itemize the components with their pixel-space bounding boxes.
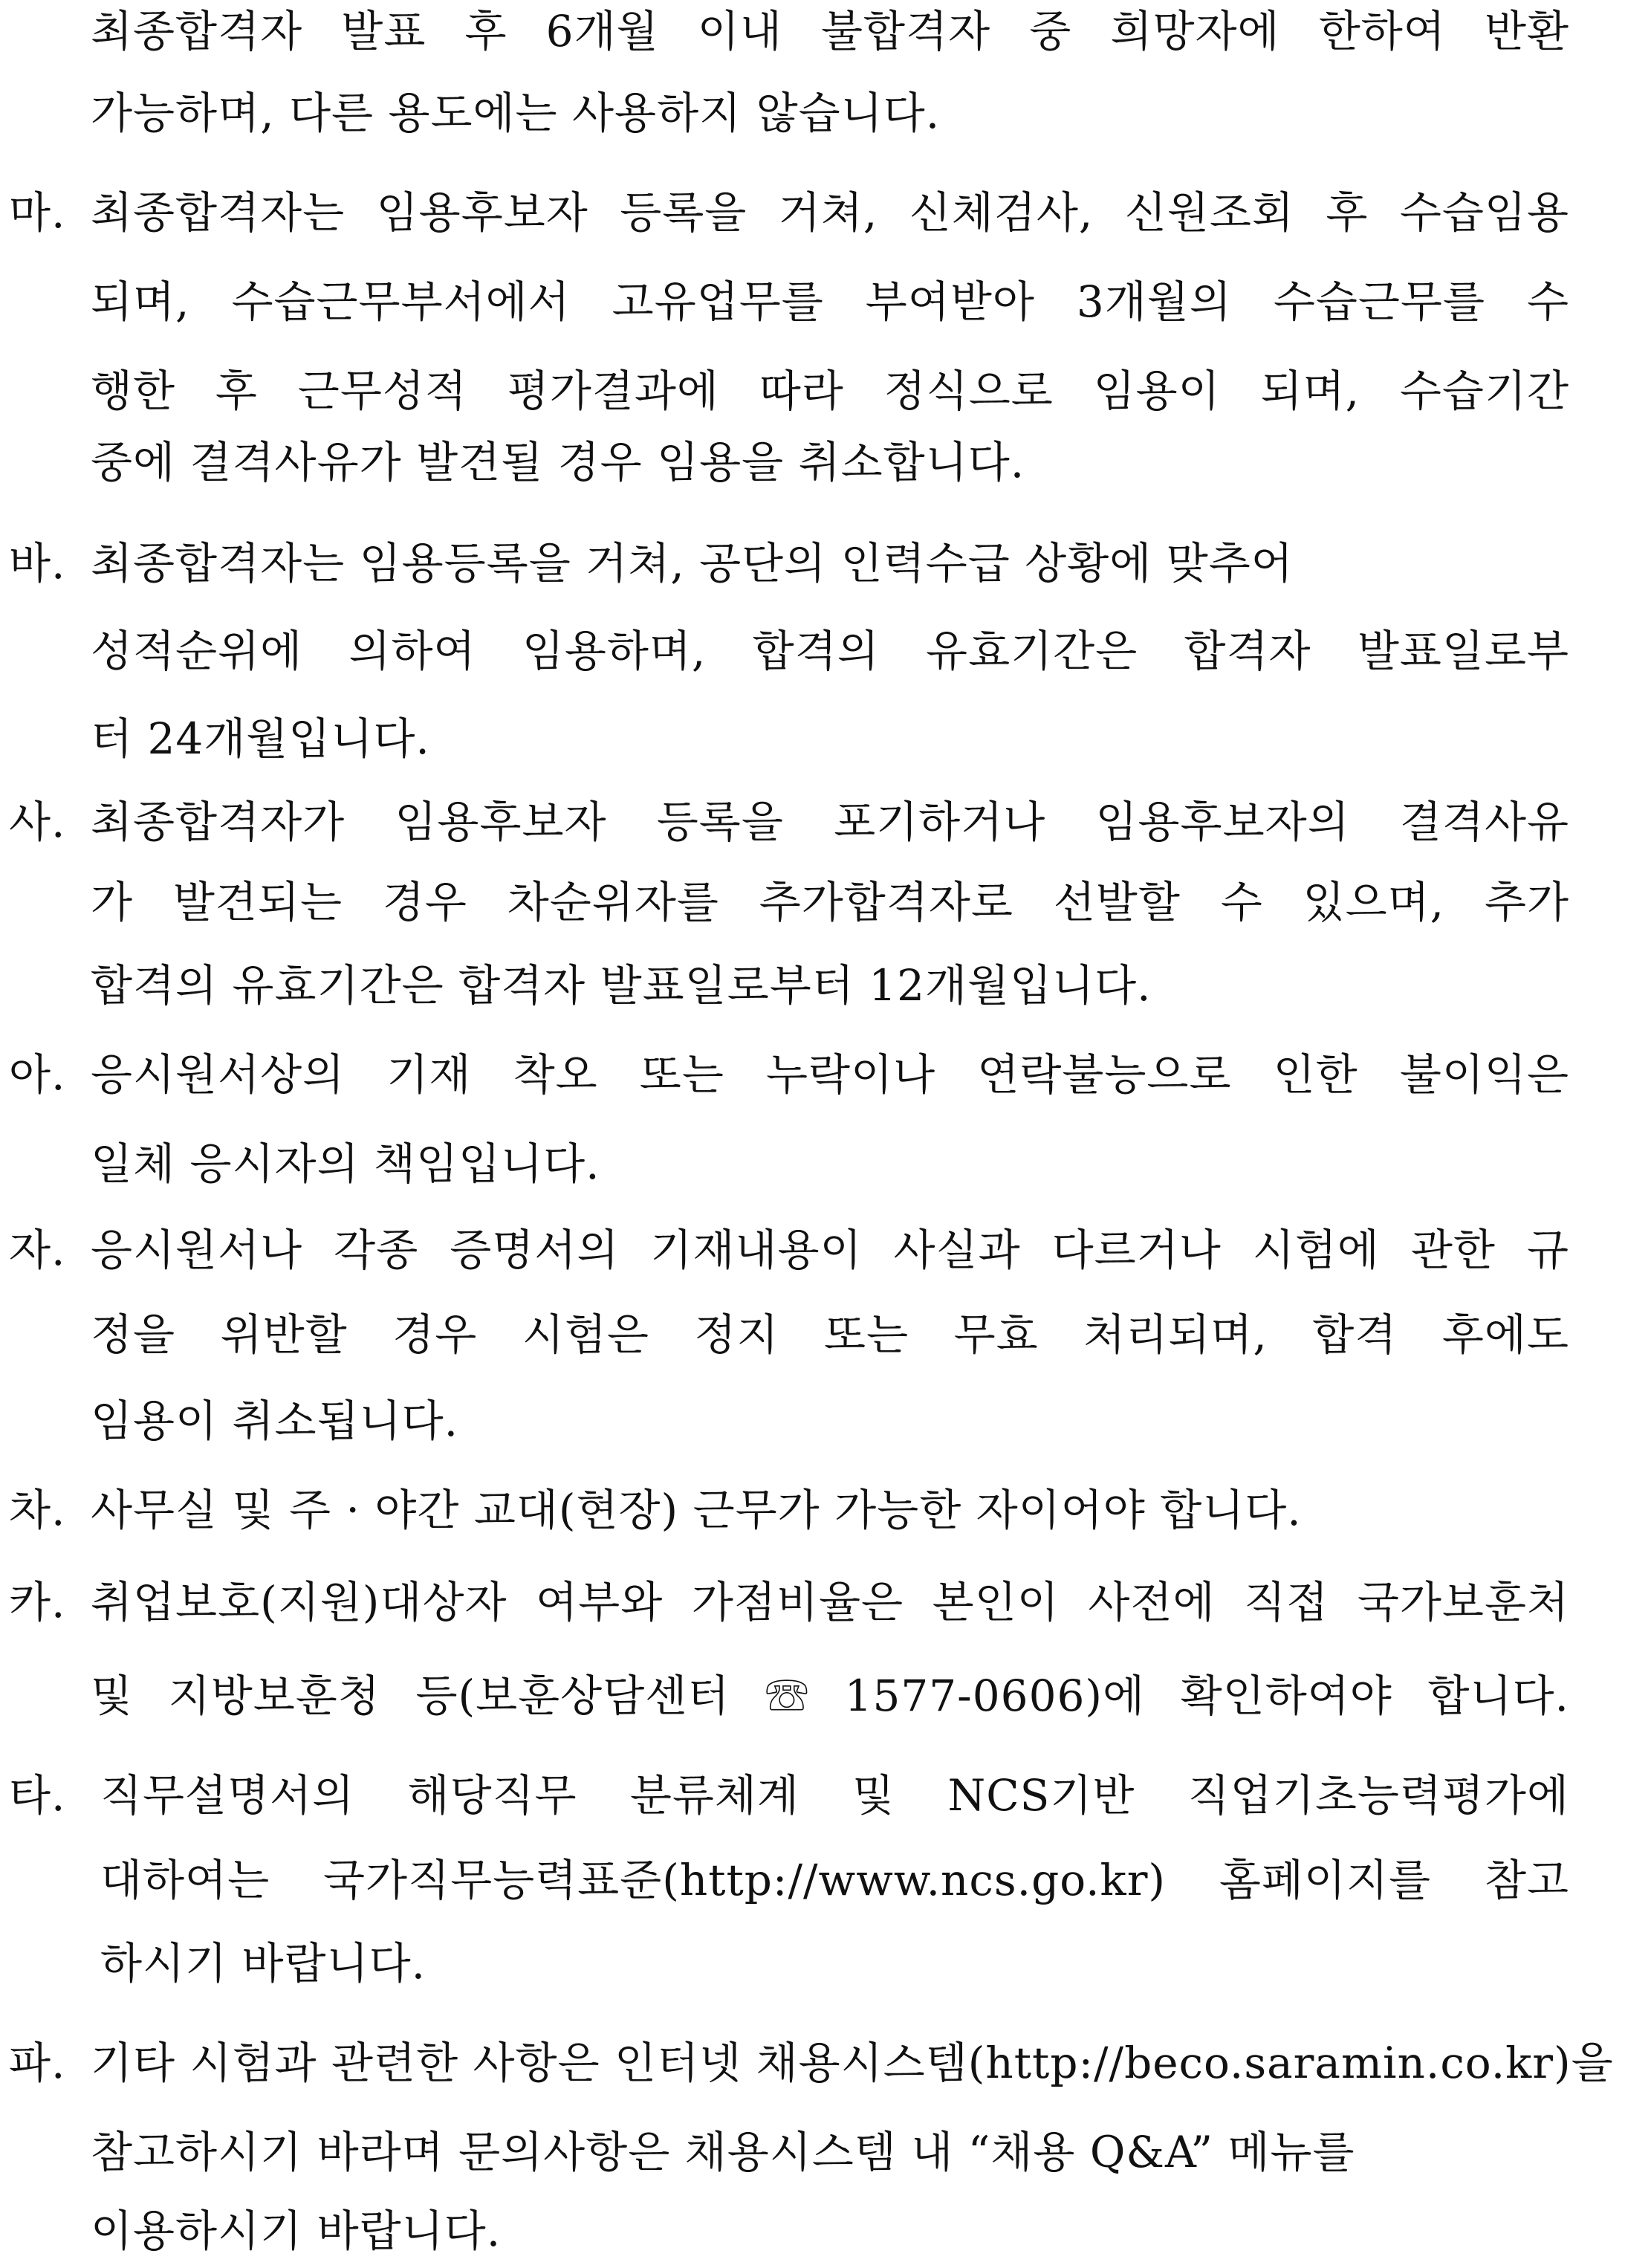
list-marker: 바. bbox=[9, 538, 66, 589]
list-marker: 카. bbox=[9, 1577, 66, 1627]
line-text: 최종합격자 발표 후 6개월 이내 불합격자 중 희망자에 한하여 반환 bbox=[91, 6, 1569, 56]
line-text: 임용이 취소됩니다. bbox=[91, 1396, 459, 1446]
list-marker: 파. bbox=[9, 2038, 66, 2088]
line-text: 일체 응시자의 책임입니다. bbox=[91, 1138, 600, 1189]
line-text: 가 발견되는 경우 차순위자를 추가합격자로 선발할 수 있으며, 추가 bbox=[91, 877, 1569, 927]
list-marker: 아. bbox=[9, 1049, 66, 1100]
line-text: 응시원서나 각종 증명서의 기재내용이 사실과 다르거나 시험에 관한 규 bbox=[91, 1225, 1569, 1275]
line-text: 성적순위에 의하여 임용하며, 합격의 유효기간은 합격자 발표일로부 bbox=[91, 626, 1569, 676]
line-text: 최종합격자가 임용후보자 등록을 포기하거나 임용후보자의 결격사유 bbox=[91, 797, 1569, 847]
line-text: 이용하시기 바랍니다. bbox=[91, 2206, 502, 2256]
line-text: 정을 위반할 경우 시험은 정지 또는 무효 처리되며, 합격 후에도 bbox=[91, 1309, 1569, 1360]
line-text: 최종합격자는 임용등록을 거쳐, 공단의 인력수급 상황에 맞추어 bbox=[91, 538, 1294, 589]
line-text: 기타 시험과 관련한 사항은 인터넷 채용시스템(http://beco.saramin.co.kr)을 bbox=[91, 2038, 1614, 2088]
line-text: 참고하시기 바라며 문의사항은 채용시스템 내 “채용 Q&A” 메뉴를 bbox=[91, 2127, 1355, 2177]
line-text: 직무설명서의 해당직무 분류체계 및 NCS기반 직업기초능력평가에 bbox=[100, 1770, 1569, 1821]
line-text: 최종합격자는 임용후보자 등록을 거쳐, 신체검사, 신원조회 후 수습임용 bbox=[91, 187, 1569, 238]
line-text: 되며, 수습근무부서에서 고유업무를 부여받아 3개월의 수습근무를 수 bbox=[91, 276, 1569, 327]
line-text: 사무실 및 주 · 야간 교대(현장) 근무가 가능한 자이어야 합니다. bbox=[91, 1485, 1302, 1535]
list-marker: 자. bbox=[9, 1225, 66, 1275]
line-text: 하시기 바랍니다. bbox=[100, 1938, 426, 1989]
line-text: 합격의 유효기간은 합격자 발표일로부터 12개월입니다. bbox=[91, 960, 1152, 1011]
line-text: 행한 후 근무성적 평가결과에 따라 정식으로 임용이 되며, 수습기간 bbox=[91, 366, 1569, 416]
list-marker: 사. bbox=[9, 797, 66, 847]
line-text: 응시원서상의 기재 착오 또는 누락이나 연락불능으로 인한 불이익은 bbox=[91, 1049, 1569, 1100]
line-text: 가능하며, 다른 용도에는 사용하지 않습니다. bbox=[91, 88, 941, 138]
line-text: 대하여는 국가직무능력표준(http://www.ncs.go.kr) 홈페이지를 참고 bbox=[100, 1855, 1569, 1905]
line-text: 중에 결격사유가 발견될 경우 임용을 취소합니다. bbox=[91, 437, 1025, 487]
list-marker: 타. bbox=[9, 1770, 66, 1821]
line-text: 및 지방보훈청 등(보훈상담센터 ☏ 1577-0606)에 확인하여야 합니다. bbox=[91, 1671, 1569, 1721]
list-marker: 마. bbox=[9, 187, 66, 238]
line-text: 터 24개월입니다. bbox=[91, 713, 430, 764]
list-marker: 차. bbox=[9, 1485, 66, 1535]
line-text: 취업보호(지원)대상자 여부와 가점비율은 본인이 사전에 직접 국가보훈처 bbox=[91, 1577, 1569, 1627]
